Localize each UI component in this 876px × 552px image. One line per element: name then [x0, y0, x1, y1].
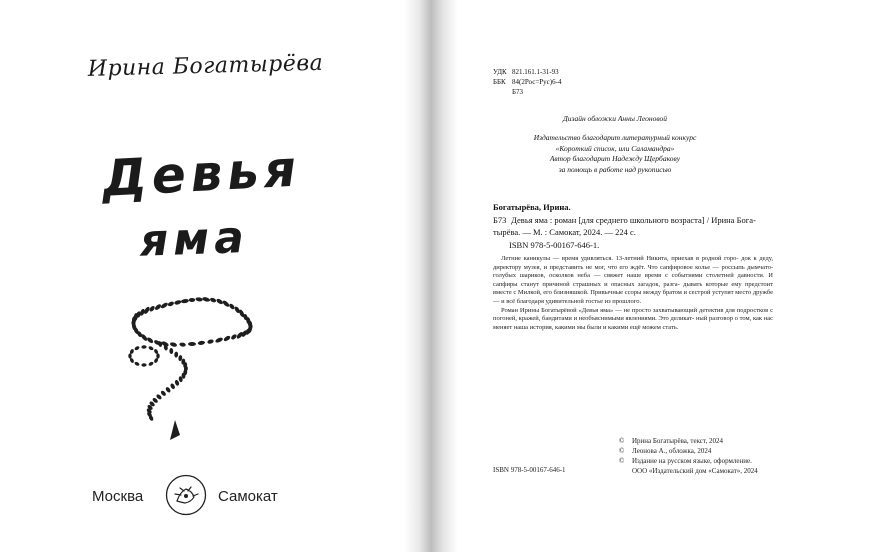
acknowledgement-line: за помощь в работе над рукописью: [558, 164, 672, 174]
copyright-icon: ©: [619, 437, 625, 445]
bead: [141, 345, 146, 349]
bead: [174, 379, 180, 386]
bead: [148, 361, 154, 367]
bead: [202, 296, 211, 302]
annotation-paragraph: [493, 255, 773, 307]
bead: [216, 298, 224, 305]
bead: [174, 352, 178, 358]
bead: [165, 386, 172, 393]
copyright-line: [619, 456, 758, 466]
annotation-line: россыпь дымчато-голубых шариков, осколков неба — свяжет наше время с событиями: [493, 263, 774, 280]
isbn-label: ISBN 978-5-00167-646-1: [493, 466, 566, 474]
bead: [189, 298, 195, 302]
book-title-line2: яма: [139, 211, 250, 267]
classification-value: Б73: [512, 88, 524, 96]
publisher-label: Самокат: [218, 488, 278, 505]
annotation-line: между братом и сестрой уступят место дружбе — и всё благодаря удивительной гостье: [493, 289, 774, 305]
bead: [148, 305, 155, 312]
bibliographic-line: Девья яма : роман [для среднего школьного возраста] / Ирина Бога-: [511, 215, 756, 225]
bibliographic-code: Б73: [493, 215, 507, 225]
annotation-line: стать.: [662, 323, 679, 331]
bead: [160, 302, 169, 310]
bead: [198, 340, 206, 345]
bead: [209, 297, 216, 303]
acknowledgement-line: Издательство благодарит литературный конкурс: [533, 133, 697, 142]
annotation-line: дывать которые ему предстоит вместе с Милкой, его близняшкой. Привычные ссоры: [493, 280, 773, 297]
bead: [222, 300, 231, 308]
bead: [215, 337, 224, 344]
classification-code: ББК: [493, 78, 506, 86]
bead: [160, 390, 167, 397]
bead: [134, 345, 140, 351]
annotation-line: столетней давности. И сапфиры станут причиной страшных и опасных загадок, разга-: [493, 272, 774, 288]
annotation: [493, 255, 773, 332]
classification-row: [493, 77, 561, 87]
copyright-text: ООО «Издательский дом «Самокат», 2024: [632, 467, 758, 475]
classification-code: [493, 87, 512, 97]
bead: [169, 348, 173, 354]
annotation-line: ный разговор о том, как нас меняет наша история, какими мы были и какими ещё можем: [493, 315, 774, 331]
copyright-line: [619, 446, 758, 456]
classification-value: 84(2Рос=Рус)6-4: [512, 78, 562, 86]
annotation-line: подростков с погоней, кражей, бандитами и необъяснимыми явлениями. Это деликат-: [493, 306, 773, 323]
copyright-text: Издание на русском языке, оформление.: [632, 457, 752, 465]
classification-block: [493, 67, 561, 97]
classification-value: 821.161.1-31-93: [512, 68, 559, 76]
bead: [156, 353, 159, 358]
copyright-icon: ©: [619, 447, 625, 455]
bead: [188, 342, 196, 346]
annotation-line: Летние каникулы — время удивляться. 13-летний Никита, приехав в родной горо-: [501, 255, 739, 262]
copyright-text: Ирина Богатырёва, текст, 2024: [632, 437, 723, 445]
annotation-line: Роман Ирины Богатырёвой «Девья яма» — не просто захватывающий детектив для: [501, 306, 735, 314]
acknowledgement-line: Автор благодарит Надежду Щербакову: [549, 154, 681, 163]
book-spine-gutter: [404, 0, 458, 552]
bead: [195, 297, 203, 302]
bead: [134, 361, 140, 367]
bead: [169, 342, 177, 348]
bead: [174, 299, 182, 305]
annotation-line: из прошлого.: [604, 297, 642, 305]
bead: [230, 333, 237, 340]
copyright-line: [619, 436, 758, 446]
city-label: Москва: [92, 488, 144, 505]
classification-code: УДК: [493, 68, 507, 76]
bibliographic-heading: Богатырёва, Ирина.: [493, 202, 571, 212]
annotation-line: док к деду, директору музея, и представить не мог, что его ждёт. Что сапфировое колье —: [493, 255, 773, 271]
classification-row: [493, 87, 561, 97]
annotation-paragraph: [493, 307, 773, 333]
bead: [128, 353, 131, 358]
copyright-text: Леонова А., обложка, 2024: [632, 447, 712, 455]
book-title-line1: Девья: [100, 139, 303, 208]
acknowledgement-line: «Короткий список, или Саламандра»: [555, 143, 675, 153]
bibliographic-record: [493, 215, 783, 238]
bead: [228, 303, 235, 310]
bead: [207, 339, 214, 345]
pendant-shape: [170, 420, 180, 440]
bead: [181, 299, 189, 304]
copyright-icon: ©: [619, 457, 625, 465]
bead: [223, 335, 231, 342]
copyright-block: [619, 436, 758, 476]
bead: [167, 301, 174, 307]
acknowledgements: [500, 133, 730, 175]
book-title: [96, 132, 303, 272]
cover-design-credit: Дизайн обложки Анны Леоновой: [563, 114, 667, 123]
bead: [179, 342, 186, 347]
copyright-line: [619, 466, 758, 476]
bead: [170, 383, 176, 390]
bead: [146, 336, 154, 344]
bead: [141, 363, 146, 366]
publisher-logo-icon: [165, 474, 207, 516]
author-signature: Ирина Богатырёва: [87, 50, 324, 82]
necklace-illustration: [120, 290, 260, 450]
classification-row: [493, 67, 561, 77]
bibliographic-line: тырёва. — М. : Самокат, 2024. — 224 с.: [493, 226, 636, 237]
bibliographic-isbn: ISBN 978-5-00167-646-1.: [509, 240, 600, 250]
bead: [148, 345, 154, 350]
